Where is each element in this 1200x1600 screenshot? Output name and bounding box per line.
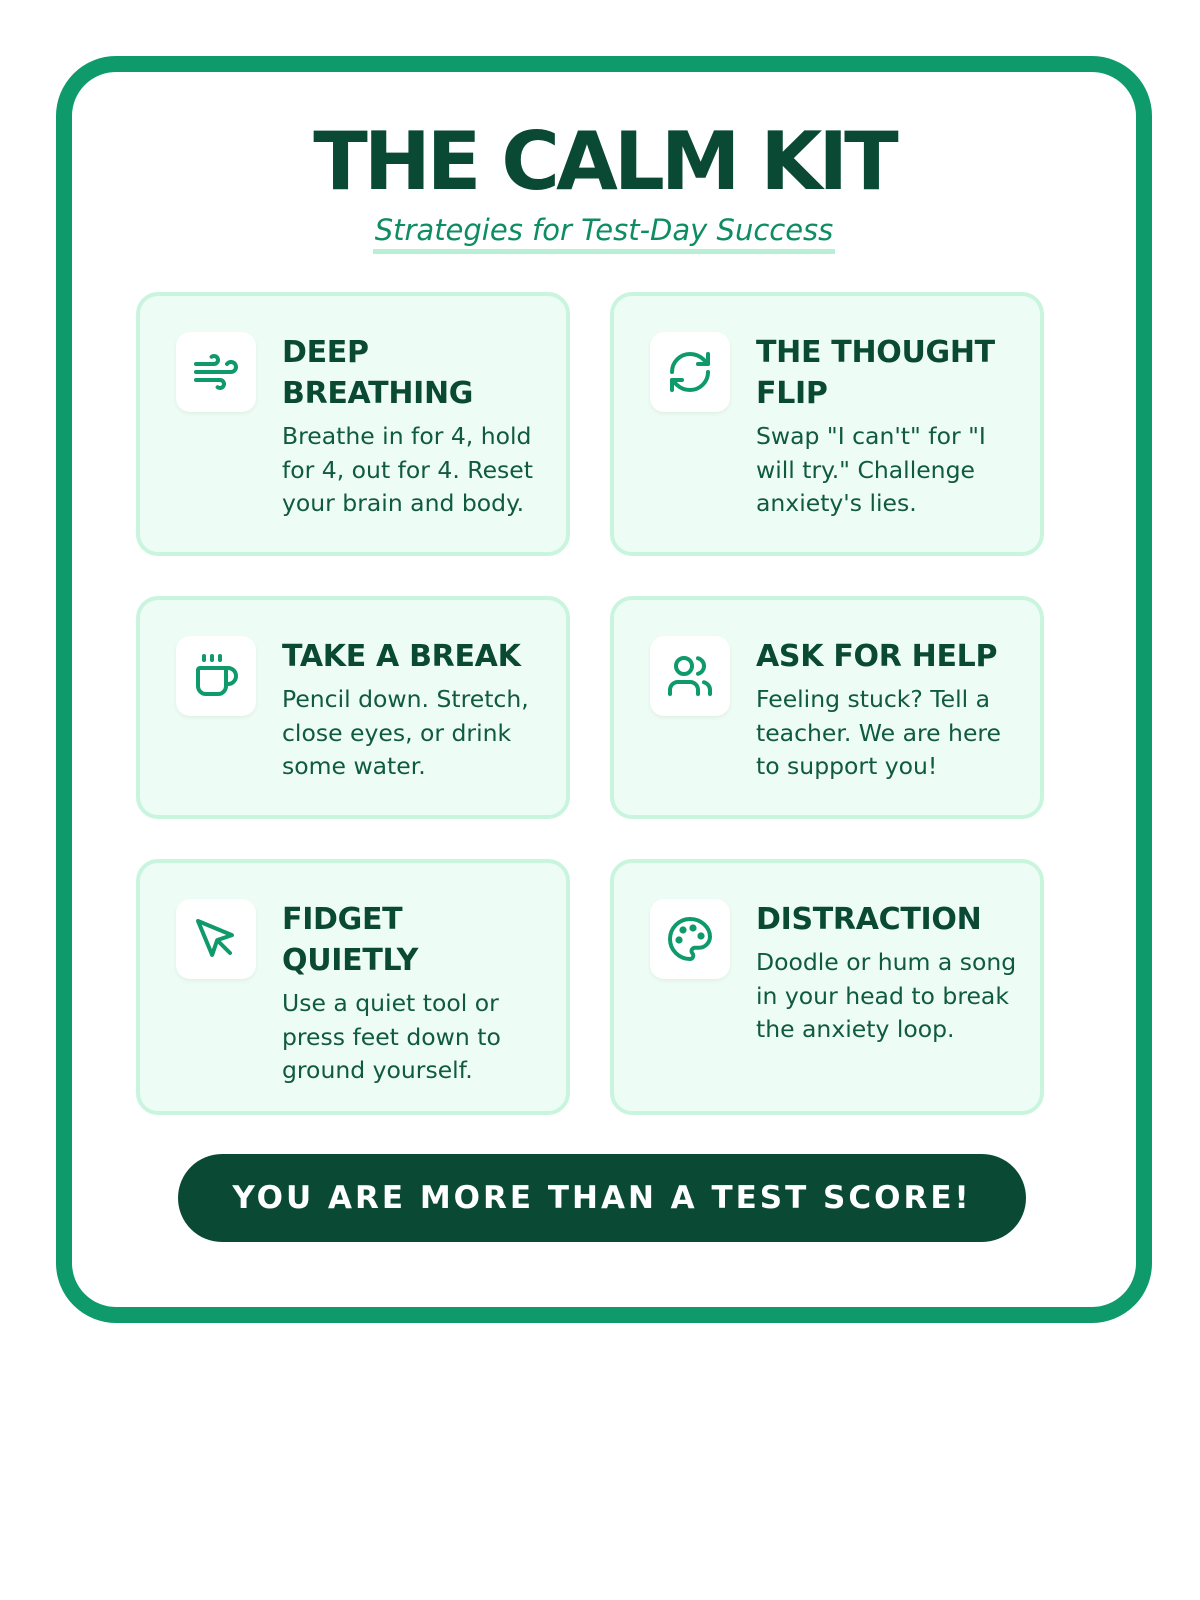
subtitle-container xyxy=(72,214,1136,254)
card-title: TAKE A BREAK xyxy=(282,639,521,674)
poster-frame xyxy=(56,56,1152,1323)
card-title: DISTRACTION xyxy=(756,902,982,937)
card-description: Swap "I can't" for "I will try." Challenge anxiety's lies. xyxy=(756,422,986,517)
cursor-pointer-icon xyxy=(176,899,256,979)
card-description: Feeling stuck? Tell a teacher. We are here to support you! xyxy=(756,685,1002,780)
wind-icon xyxy=(176,332,256,412)
card-description: Pencil down. Stretch, close eyes, or drink some water. xyxy=(282,685,529,780)
card-fidget-quietly xyxy=(136,859,570,1115)
palette-icon xyxy=(650,899,730,979)
card-description: Use a quiet tool or press feet down to ground yourself. xyxy=(282,989,501,1084)
card-title: THE THOUGHT FLIP xyxy=(756,335,995,411)
poster-title: THE CALM KIT xyxy=(313,115,895,208)
refresh-icon xyxy=(650,332,730,412)
card-thought-flip xyxy=(610,292,1044,556)
card-title: DEEP BREATHING xyxy=(282,335,474,411)
card-title: ASK FOR HELP xyxy=(756,639,998,674)
card-deep-breathing xyxy=(136,292,570,556)
coffee-cup-icon xyxy=(176,636,256,716)
card-title: FIDGET QUIETLY xyxy=(282,902,419,978)
encouragement-banner xyxy=(178,1154,1026,1242)
users-icon xyxy=(650,636,730,716)
card-distraction xyxy=(610,859,1044,1115)
banner-text: YOU ARE MORE THAN A TEST SCORE! xyxy=(232,1180,972,1216)
card-take-a-break xyxy=(136,596,570,819)
poster-subtitle: Strategies for Test-Day Success xyxy=(373,214,836,254)
card-description: Breathe in for 4, hold for 4, out for 4. Reset your brain and body. xyxy=(282,422,533,517)
card-description: Doodle or hum a song in your head to break the anxiety loop. xyxy=(756,948,1017,1043)
card-ask-for-help xyxy=(610,596,1044,819)
